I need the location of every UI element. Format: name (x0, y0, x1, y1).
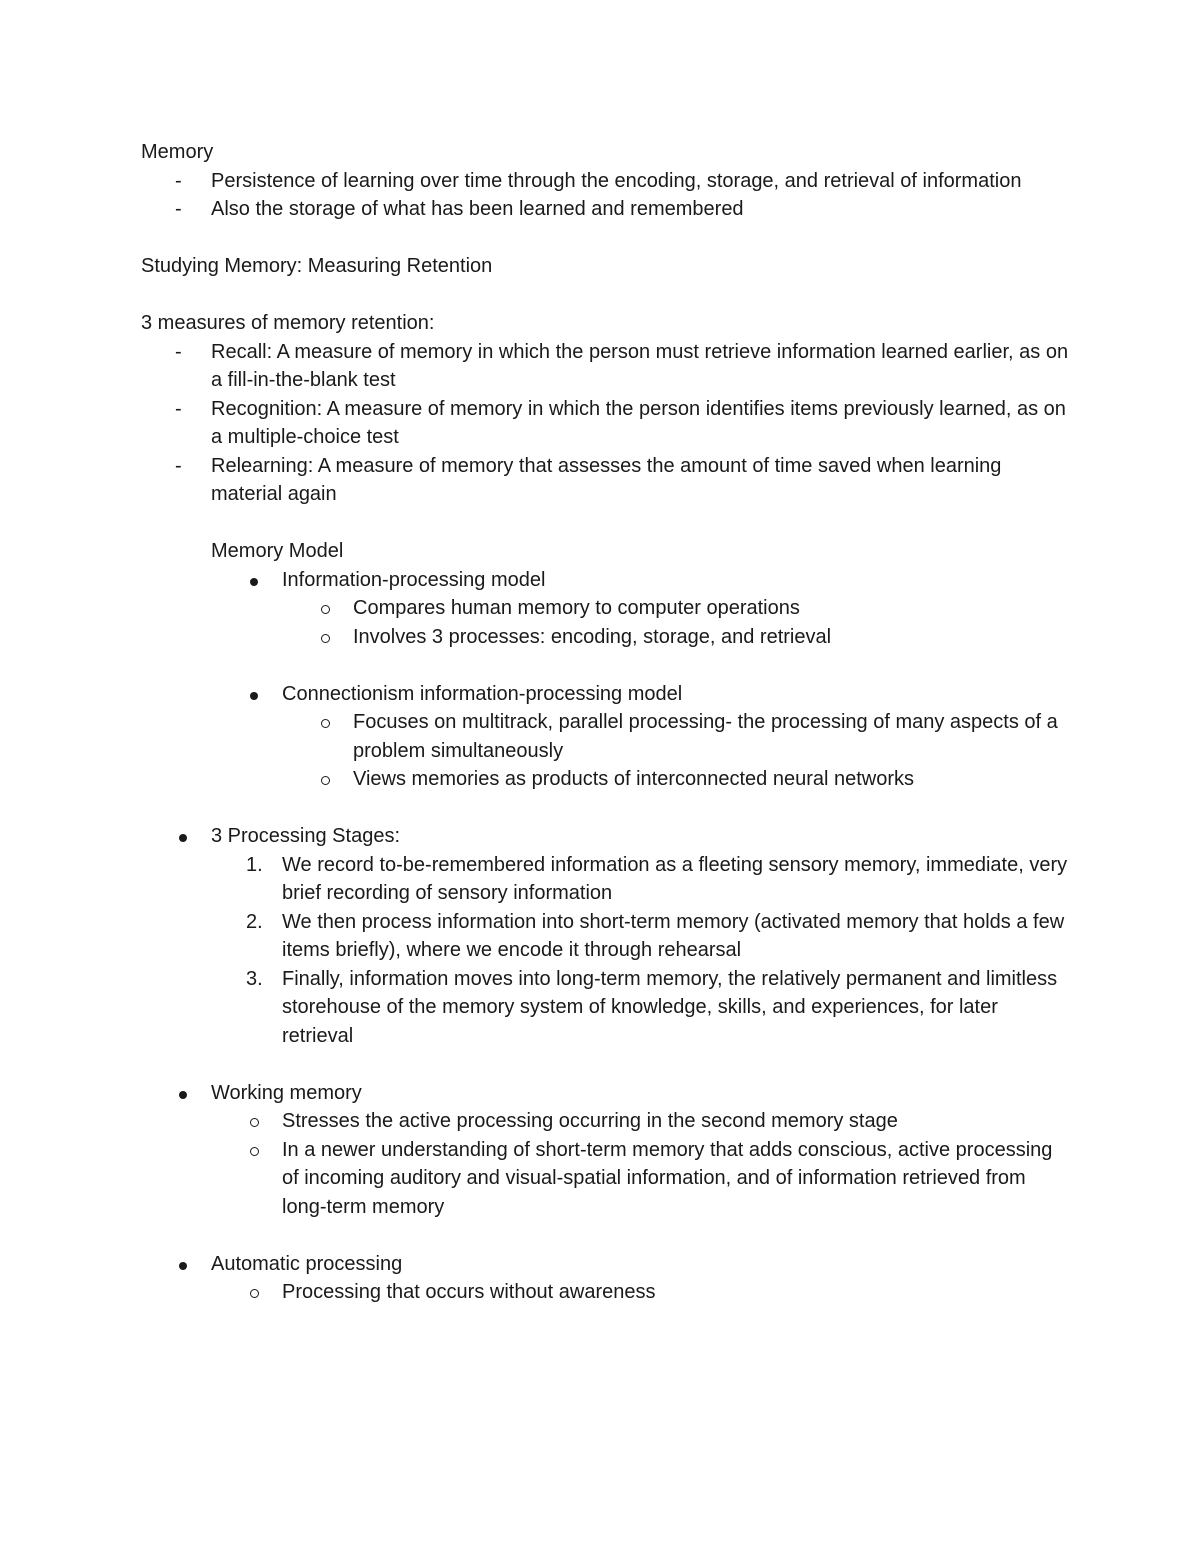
bullet-dot-icon (175, 1079, 215, 1108)
dash-marker: - (175, 340, 182, 363)
list-item (141, 680, 1071, 709)
measures-heading: 3 measures of memory retention: (141, 312, 435, 334)
list-item (141, 1250, 1071, 1279)
measure-recall: Recall: A measure of memory in which the person must retrieve information learned earlier, as on a fill-in-the-blank test (211, 340, 1069, 391)
list-item (141, 822, 1071, 851)
list-item (141, 1079, 1071, 1108)
stage-text: We record to-be-remembered information as a fleeting sensory memory, immediate, very brief recording of sensory information (282, 853, 1068, 904)
bullet-dot-icon (175, 822, 215, 851)
dash-marker: - (175, 198, 182, 220)
bullet-dot-icon (175, 1250, 215, 1279)
list-item (141, 1136, 1071, 1222)
list-item (141, 452, 1071, 509)
dash-marker: - (175, 454, 182, 477)
bullet-circle-icon (246, 1278, 286, 1307)
list-item (141, 566, 1071, 595)
list-number: 3. (246, 967, 263, 990)
stage-text: Finally, information moves into long-term memory, the relatively permanent and limitless storehouse of the memory system of knowledge, skills, and experiences, for later retrieval (282, 967, 1058, 1047)
model-info-processing: Information-processing model (282, 568, 546, 591)
bullet-circle-icon (317, 708, 357, 737)
bullet-dot-icon (246, 566, 286, 595)
bullet-circle-icon (246, 1107, 286, 1136)
list-item (141, 908, 1071, 965)
list-item (141, 851, 1071, 908)
model-sub: Focuses on multitrack, parallel processing- the processing of many aspects of a problem simultaneously (353, 711, 1058, 762)
list-item (141, 167, 1071, 196)
list-number: 1. (246, 853, 263, 876)
bullet-circle-icon (317, 594, 357, 623)
memory-def-1: Persistence of learning over time through the encoding, storage, and retrieval of information (211, 169, 1022, 192)
list-item (141, 623, 1071, 652)
bullet-dot-icon (246, 680, 286, 709)
model-sub: Involves 3 processes: encoding, storage, and retrieval (353, 625, 832, 648)
list-item (141, 1107, 1071, 1136)
model-sub: Views memories as products of interconnected neural networks (353, 768, 915, 790)
automatic-processing-label: Automatic processing (211, 1252, 403, 1275)
section-heading: Studying Memory: Measuring Retention (141, 255, 493, 277)
list-item (141, 395, 1071, 452)
working-memory-label: Working memory (211, 1081, 362, 1104)
document-body (141, 138, 1071, 1307)
automatic-sub: Processing that occurs without awareness (282, 1281, 656, 1303)
list-item (141, 765, 1071, 794)
working-sub: In a newer understanding of short-term memory that adds conscious, active processing of incoming auditory and visual-spatial information, and of information retrieved from long-term memory (282, 1138, 1053, 1218)
model-sub: Compares human memory to computer operations (353, 597, 800, 619)
heading-memory: Memory (141, 141, 214, 163)
measure-relearning: Relearning: A measure of memory that assesses the amount of time saved when learning material again (211, 454, 1002, 505)
list-item (141, 1278, 1071, 1307)
bullet-circle-icon (246, 1136, 286, 1165)
measure-recognition: Recognition: A measure of memory in which the person identifies items previously learned, as on a multiple-choice test (211, 397, 1066, 448)
model-connectionism: Connectionism information-processing model (282, 682, 683, 705)
list-item (141, 965, 1071, 1051)
stages-label: 3 Processing Stages: (211, 825, 400, 847)
model-heading: Memory Model (211, 540, 344, 562)
list-item (141, 338, 1071, 395)
list-item (141, 594, 1071, 623)
list-number: 2. (246, 910, 263, 933)
stage-text: We then process information into short-term memory (activated memory that holds a few items briefly), where we encode it through rehearsal (282, 910, 1065, 961)
bullet-circle-icon (317, 765, 357, 794)
dash-marker: - (175, 169, 182, 192)
working-sub: Stresses the active processing occurring in the second memory stage (282, 1110, 898, 1132)
memory-def-2: Also the storage of what has been learned and remembered (211, 198, 744, 220)
dash-marker: - (175, 397, 182, 420)
list-item (141, 708, 1071, 765)
bullet-circle-icon (317, 623, 357, 652)
list-item (141, 195, 1071, 224)
